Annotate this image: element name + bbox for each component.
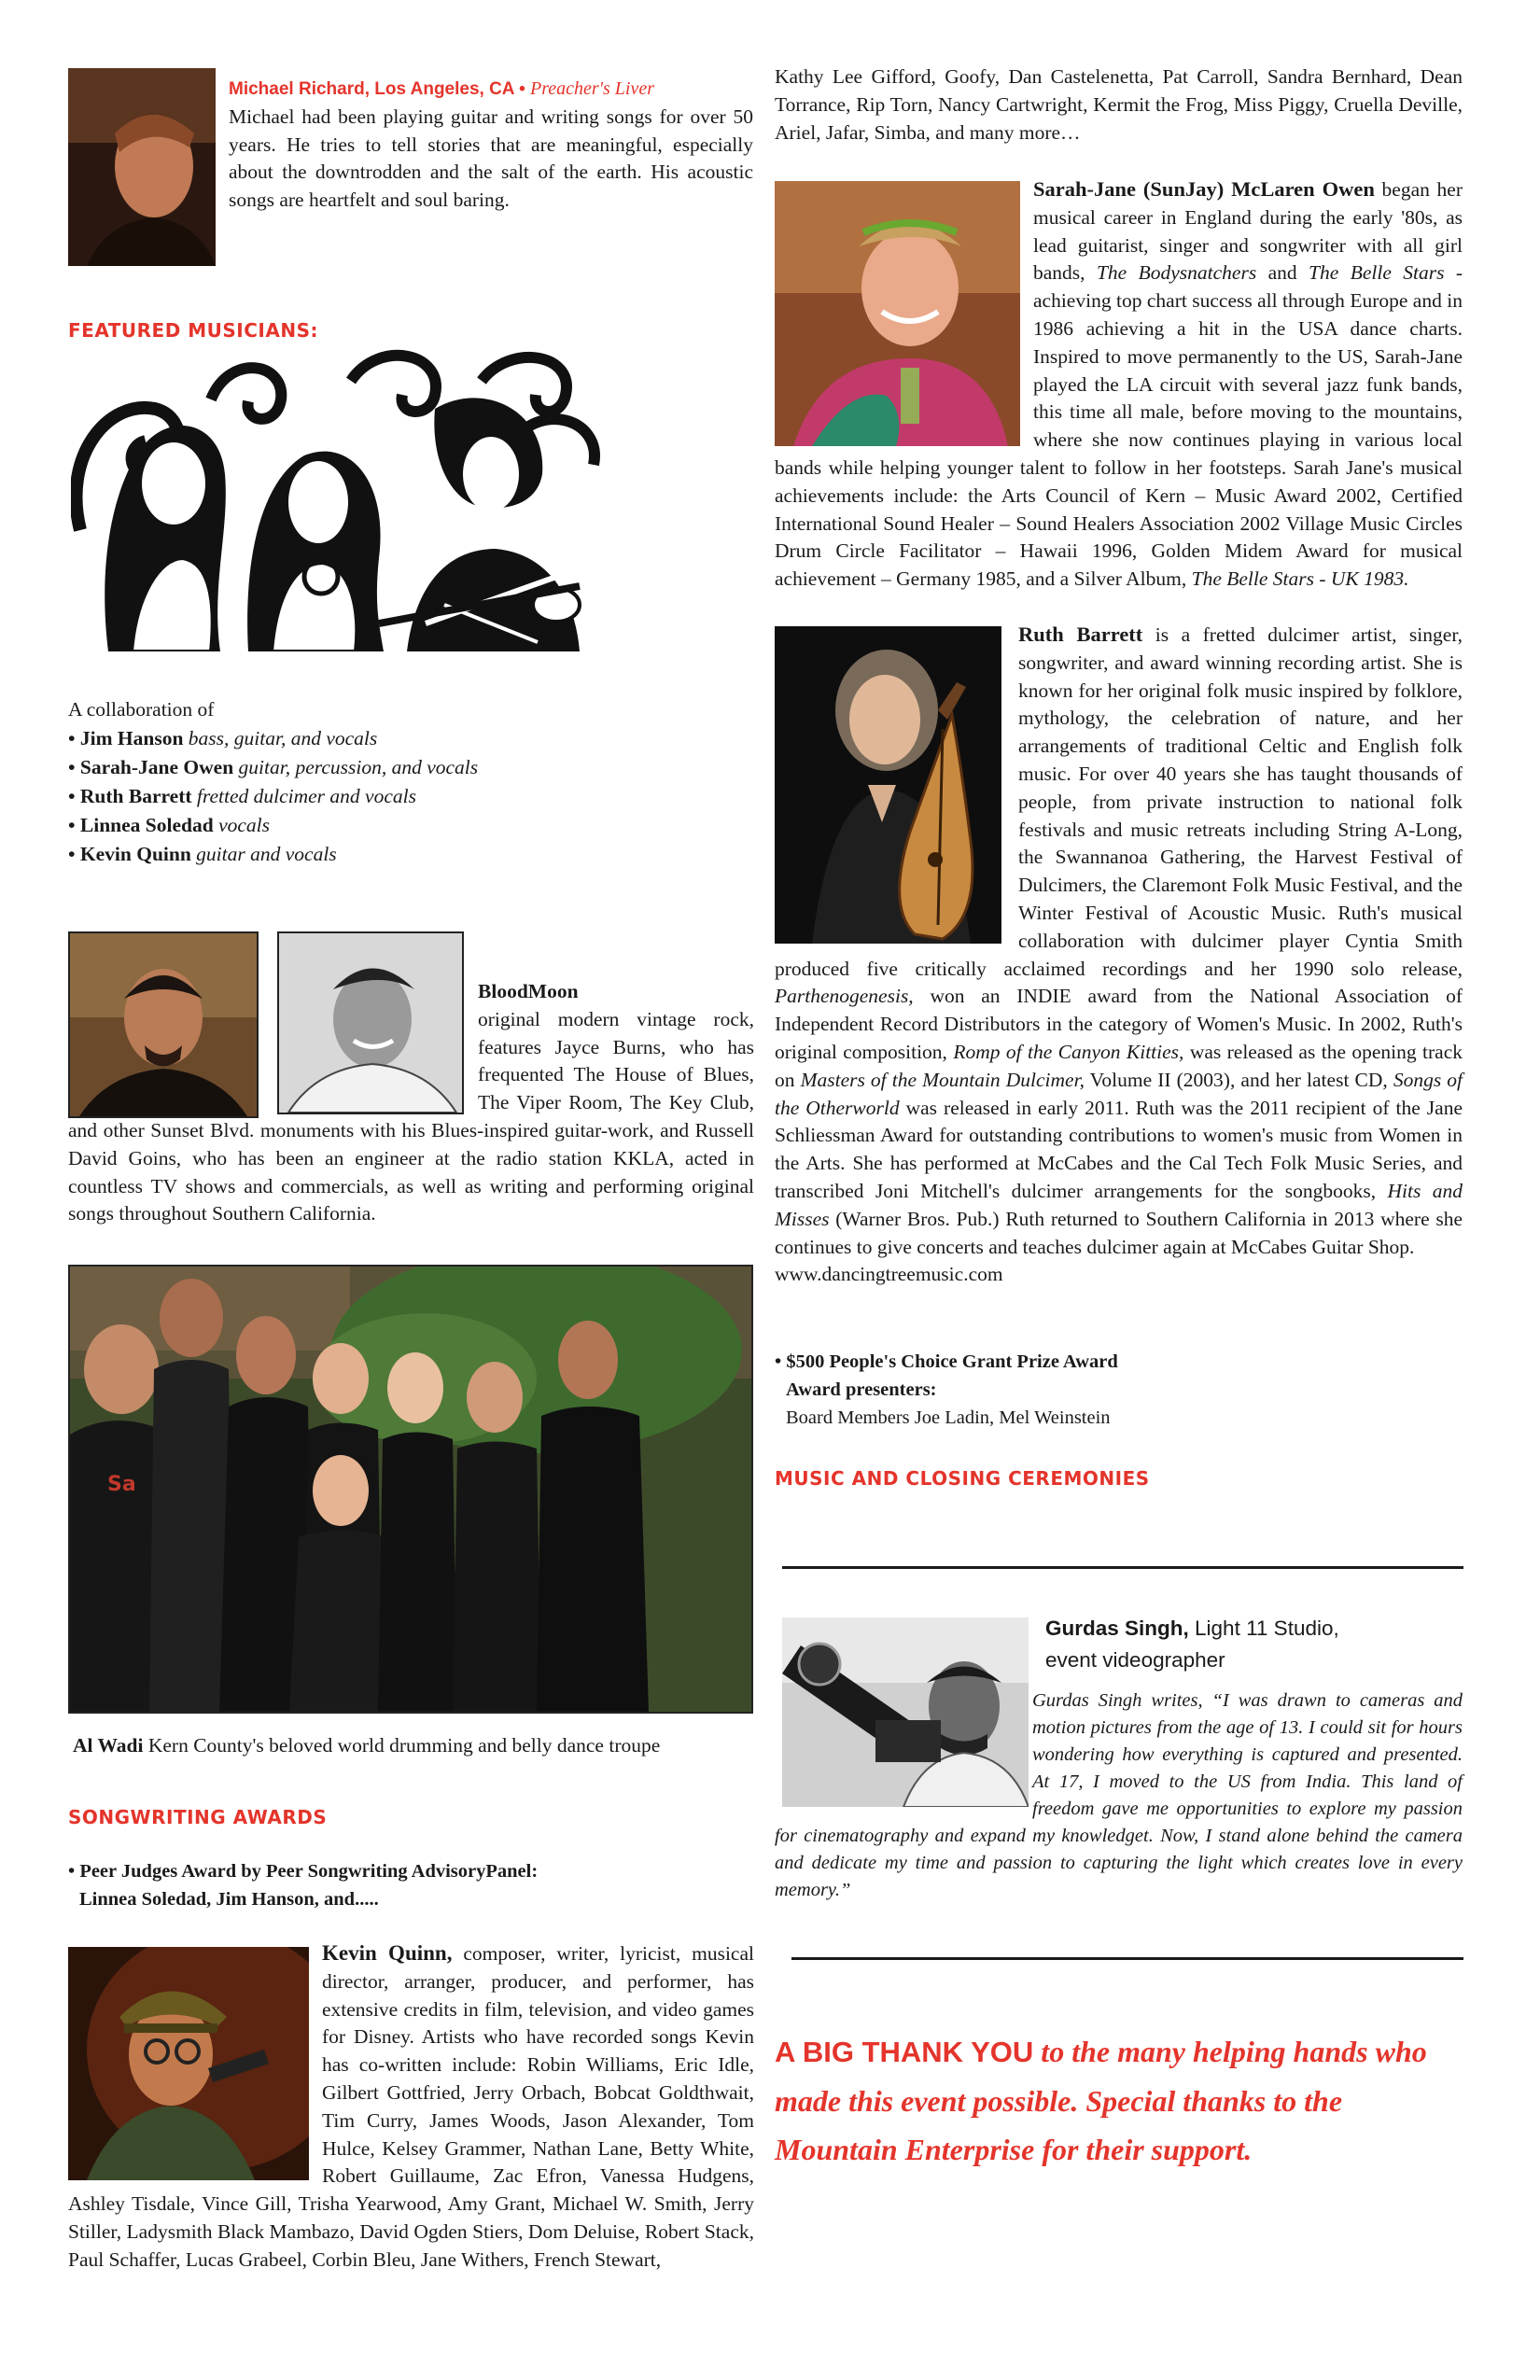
michael-richard-entry <box>229 75 753 215</box>
member-item <box>68 782 591 811</box>
member-item <box>68 811 591 840</box>
michael-richard-bio: Michael had been playing guitar and writing songs for over 50 years. He tries to tell stories that are meaningful, especially about the downtrodden and the salt of the earth. His acoustic songs are heartfelt and soul baring. <box>229 105 753 212</box>
michael-richard-song: Preacher's Liver <box>530 78 654 99</box>
ruth-barrett-name: Ruth Barrett <box>1018 623 1143 646</box>
ruth-album-2: Romp of the Canyon Kitties, <box>953 1040 1184 1063</box>
member-name: Kevin Quinn <box>79 843 191 865</box>
ruth-album-4: Songs of the Otherworld <box>775 1068 1463 1119</box>
divider-rule-2 <box>791 1957 1463 1960</box>
closing-ceremonies-heading: MUSIC AND CLOSING CEREMONIES <box>775 1467 1150 1490</box>
songwriting-award-details: • Peer Judges Award by Peer Songwriting AdvisoryPanel: Linnea Soledad, Jim Hanson, and..... <box>68 1857 538 1913</box>
sarah-jane-owen-photo <box>775 181 1020 446</box>
member-item <box>68 724 591 753</box>
gurdas-singh-header <box>1045 1613 1339 1676</box>
svg-text:Sa: Sa <box>107 1473 136 1496</box>
member-role: bass, guitar, and vocals <box>188 727 378 749</box>
sarah-jane-album: The Belle Stars - UK 1983. <box>1191 567 1409 591</box>
kevin-quinn-name: Kevin Quinn, <box>322 1941 453 1965</box>
member-list <box>68 724 591 869</box>
songwriting-awards-heading: SONGWRITING AWARDS <box>68 1806 328 1828</box>
ruth-barrett-photo <box>775 626 1001 944</box>
member-role: vocals <box>218 814 271 836</box>
ruth-album-1: Parthenogenesis, <box>775 985 914 1008</box>
sarah-jane-and: and <box>1267 261 1297 285</box>
thank-you-lead: A BIG THANK YOU <box>775 2036 1034 2068</box>
bloodmoon-text: original modern vintage rock, features Jayce Burns, who has frequented The House of Blues, The Viper Room, The Key Club, and other Sunset Blvd. monuments with his Blues-inspired guitar-work, and Russell David Goins, who has been an engineer at the radio station KKLA, acted in countless TV shows and commercials, as well as writing and performing original songs throughout Southern California. <box>68 1007 754 1225</box>
sarah-jane-band1: The Bodysnatchers <box>1096 261 1257 285</box>
featured-musicians-heading: FEATURED MUSICIANS: <box>68 319 318 342</box>
sarah-jane-owen-name: Sarah-Jane (SunJay) McLaren Owen <box>1033 177 1375 201</box>
al-wadi-caption <box>73 1734 660 1757</box>
al-wadi-photo <box>68 1265 753 1714</box>
member-name: Ruth Barrett <box>79 785 192 807</box>
grant-prize-title: $500 People's Choice Grant Prize Award <box>786 1351 1118 1372</box>
peer-judges-award: Peer Judges Award by Peer Songwriting AdvisoryPanel: <box>79 1861 539 1882</box>
member-item <box>68 753 591 782</box>
member-name: Linnea Soledad <box>79 814 214 836</box>
michael-richard-name: Michael Richard, Los Angeles, CA <box>229 79 514 99</box>
kevin-quinn-entry <box>68 1939 754 2275</box>
ruth-barrett-text-4: Volume II (2003), and her latest CD, <box>1089 1068 1388 1091</box>
gurdas-singh-quote: Gurdas Singh writes, “I was drawn to cameras and motion pictures from the age of 13. I could sit for hours wondering how everything is captured and presented. At 17, I moved to the US from India. This land of freedom gave me opportunities to explore my passion for cinematography and expand my knowledget. Now, I stand alone behind the camera and dedicate my time and passion to capturing the light which creates love in every memory.” <box>775 1690 1463 1900</box>
bloodmoon-photos <box>68 931 465 1116</box>
grant-prize: • $500 People's Choice Grant Prize Award Award presenters: Board Members Joe Ladin, Mel Weinstein <box>775 1348 1118 1432</box>
ruth-songbook: Hits and Misses <box>775 1179 1463 1230</box>
michael-richard-separator: • <box>513 79 531 99</box>
sarah-jane-band2: The Belle Stars <box>1309 261 1445 285</box>
member-role: guitar and vocals <box>196 843 337 865</box>
al-wadi-description: Kern County's beloved world drumming and belly dance troupe <box>147 1734 661 1757</box>
grant-presenters-label: Award presenters: <box>786 1379 937 1400</box>
thank-you-block <box>775 2027 1465 2174</box>
kevin-quinn-photo <box>68 1947 309 2180</box>
jayce-burns-photo <box>68 931 259 1118</box>
member-name: Jim Hanson <box>79 727 184 749</box>
member-item <box>68 840 591 869</box>
gurdas-singh-name: Gurdas Singh, <box>1045 1617 1189 1640</box>
featured-musicians-illustration <box>71 343 619 651</box>
member-name: Sarah-Jane Owen <box>79 756 234 778</box>
featured-collaboration <box>68 695 591 869</box>
al-wadi-name: Al Wadi <box>73 1734 144 1757</box>
ruth-barrett-text-2: won an INDIE award from the National Association of Independent Record Distributors in the category of Women's Music. In 2002, Ruth's original composition, <box>775 985 1463 1063</box>
russell-goins-photo <box>277 931 464 1114</box>
grant-presenters: Board Members Joe Ladin, Mel Weinstein <box>786 1407 1111 1428</box>
member-role: fretted dulcimer and vocals <box>196 785 416 807</box>
ruth-barrett-text-6: (Warner Bros. Pub.) Ruth returned to Southern California in 2013 where she continues to give concerts and teaches dulcimer again at McCabes Guitar Shop. <box>775 1207 1463 1258</box>
bloodmoon-entry <box>68 931 754 1228</box>
bloodmoon-title: BloodMoon <box>478 980 579 1002</box>
sarah-jane-owen-text2: - achieving top chart success all through Europe and in 1986 achieving a hit in the USA dance charts. Inspired to move permanently to the US, Sarah-Jane played the LA circuit with several jazz funk bands, this time all male, before moving to the mountains, where she now continues playing in various local bands while helping younger talent to follow in her footsteps. Sarah Jane's musical achievements include: the Arts Council of Kern – Music Award 2002, Certified International Sound Healer – Sound Healers Association 2002 Village Music Circles Drum Circle Facilitator – Hawaii 1996, Golden Midem Award for musical achievement – Germany 1985, and a Silver Album, <box>775 261 1463 591</box>
ruth-barrett-text-3: was released as the opening track on <box>775 1040 1463 1091</box>
collaboration-intro: A collaboration of <box>68 698 215 721</box>
ruth-barrett-text-5: was released in early 2011. Ruth was the 2011 recipient of the Jane Schliessman Award for outstanding contributions to women's music from Women in the Arts. She has performed at McCabes and the Cal Tech Folk Music Series, and transcribed Joni Mitchell's dulcimer arrangements for the songbooks, <box>775 1096 1463 1202</box>
gurdas-singh-quote-block <box>775 1687 1463 1904</box>
thank-you-text: to the many helping hands who made this event possible. Special thanks to the Mountain Enterprise for their support. <box>775 2035 1427 2166</box>
divider-rule-1 <box>782 1566 1463 1569</box>
ruth-barrett-text-1: is a fretted dulcimer artist, singer, songwriter, and award winning recording artist. She is known for her original folk music inspired by folklore, mythology, the celebration of nature, and her arrangements of traditional Celtic and English folk music. For over 40 years she has taught thousands of people, from private instruction to national folk festivals and music retreats including String A-Long, the Swannanoa Gathering, the Harvest Festival of Dulcimers, the Claremont Folk Music Festival, and the Winter Festival of Acoustic Music. Ruth's musical collaboration with dulcimer player Cyntia Smith produced five critically acclaimed recordings and her 1990 solo release, <box>775 623 1463 980</box>
sarah-jane-owen-entry <box>775 175 1463 594</box>
gurdas-singh-studio: Light 11 Studio, <box>1195 1617 1339 1640</box>
ruth-album-3: Masters of the Mountain Dulcimer, <box>800 1068 1085 1091</box>
kevin-quinn-continued: Kathy Lee Gifford, Goofy, Dan Castelenetta, Pat Carroll, Sandra Bernhard, Dean Torrance, Rip Torn, Nancy Cartwright, Kermit the Frog, Miss Piggy, Cruella Deville, Ariel, Jafar, Simba, and many more… <box>775 65 1463 144</box>
peer-judges-names: Linnea Soledad, Jim Hanson, and..... <box>79 1889 379 1910</box>
gurdas-singh-role: event videographer <box>1045 1648 1225 1672</box>
member-role: guitar, percussion, and vocals <box>238 756 479 778</box>
kevin-quinn-bio: composer, writer, lyricist, musical director, arranger, producer, and performer, has extensive credits in film, television, and video games for Disney. Artists who have recorded songs Kevin has co-written include: Robin Williams, Eric Idle, Gilbert Gottfried, Jerry Orbach, Bobcat Goldthwait, Tim Curry, James Woods, Jason Alexander, Tom Hulce, Kelsey Grammer, Nathan Lane, Betty White, Robert Guillaume, Zac Efron, Vanessa Hudgens, Ashley Tisdale, Vince Gill, Trisha Yearwood, Amy Grant, Michael W. Smith, Jerry Stiller, Ladysmith Black Mambazo, David Ogden Stiers, Dom Deluise, Robert Stack, Paul Schaffer, Lucas Grabeel, Corbin Bleu, Jane Withers, French Stewart, <box>68 1942 754 2271</box>
michael-richard-photo <box>68 68 216 266</box>
ruth-barrett-entry <box>775 621 1463 1289</box>
ruth-barrett-website[interactable]: www.dancingtreemusic.com <box>775 1263 1003 1286</box>
sarah-jane-owen-text1: began her musical career in England during the early '80s, as lead guitarist, singer and songwriter with all girl bands, <box>1033 178 1463 285</box>
